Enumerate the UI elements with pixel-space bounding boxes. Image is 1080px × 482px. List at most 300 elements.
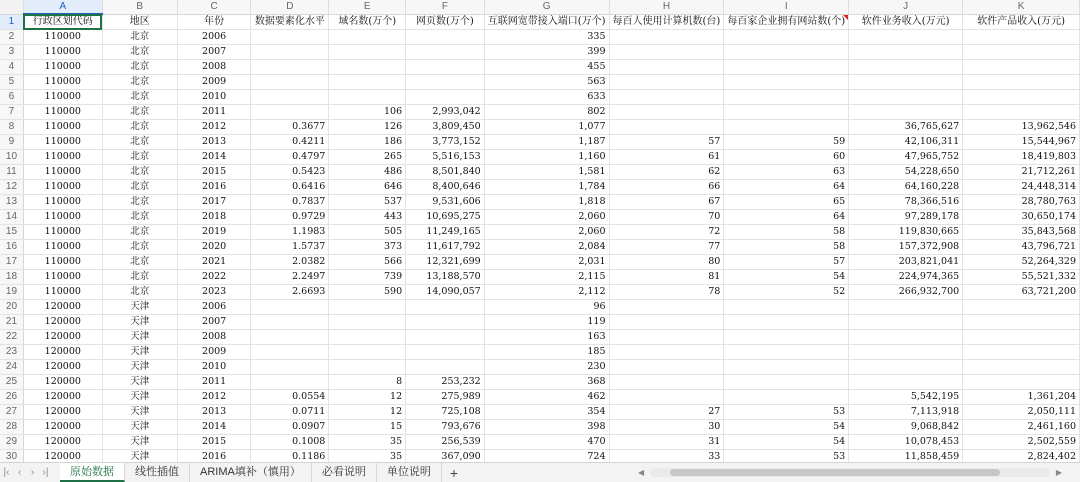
table-cell[interactable] — [251, 60, 329, 75]
table-cell[interactable]: 13,188,570 — [406, 270, 485, 285]
table-cell[interactable] — [609, 105, 724, 120]
table-cell[interactable] — [963, 345, 1080, 360]
table-cell[interactable]: 5,516,153 — [406, 150, 485, 165]
table-cell[interactable]: 0.1186 — [251, 450, 329, 463]
table-cell[interactable]: 55,521,332 — [963, 270, 1080, 285]
table-cell[interactable] — [329, 300, 406, 315]
prev-sheet-button[interactable]: ‹ — [17, 467, 22, 478]
table-cell[interactable]: 0.4797 — [251, 150, 329, 165]
table-cell[interactable]: 462 — [484, 390, 609, 405]
table-cell[interactable]: 15 — [329, 420, 406, 435]
table-cell[interactable]: 3,809,450 — [406, 120, 485, 135]
table-cell[interactable]: 2014 — [177, 420, 251, 435]
table-cell[interactable] — [849, 375, 963, 390]
table-cell[interactable]: 2016 — [177, 450, 251, 463]
table-cell[interactable]: 2,084 — [484, 240, 609, 255]
header-cell-admin-code[interactable]: 行政区划代码 — [23, 14, 102, 30]
table-cell[interactable] — [609, 75, 724, 90]
table-cell[interactable] — [406, 30, 485, 45]
table-cell[interactable]: 8,400,646 — [406, 180, 485, 195]
table-cell[interactable]: 天津 — [102, 360, 177, 375]
table-cell[interactable]: 18,419,803 — [963, 150, 1080, 165]
table-cell[interactable]: 北京 — [102, 270, 177, 285]
table-cell[interactable]: 163 — [484, 330, 609, 345]
table-cell[interactable]: 2008 — [177, 330, 251, 345]
table-cell[interactable]: 2012 — [177, 120, 251, 135]
table-cell[interactable]: 13,962,546 — [963, 120, 1080, 135]
table-cell[interactable]: 470 — [484, 435, 609, 450]
table-cell[interactable] — [724, 105, 849, 120]
table-cell[interactable]: 157,372,908 — [849, 240, 963, 255]
table-cell[interactable]: 63,721,200 — [963, 285, 1080, 300]
table-cell[interactable]: 60 — [724, 150, 849, 165]
table-cell[interactable]: 120000 — [23, 375, 102, 390]
table-cell[interactable] — [609, 315, 724, 330]
table-cell[interactable]: 2009 — [177, 75, 251, 90]
table-cell[interactable]: 72 — [609, 225, 724, 240]
row-header[interactable]: 16 — [0, 240, 23, 255]
table-cell[interactable]: 70 — [609, 210, 724, 225]
table-cell[interactable]: 2,461,160 — [963, 420, 1080, 435]
table-cell[interactable]: 0.0711 — [251, 405, 329, 420]
table-cell[interactable]: 81 — [609, 270, 724, 285]
table-cell[interactable] — [609, 120, 724, 135]
row-header[interactable]: 9 — [0, 135, 23, 150]
table-cell[interactable]: 53 — [724, 450, 849, 463]
table-cell[interactable] — [849, 315, 963, 330]
table-cell[interactable] — [724, 45, 849, 60]
table-cell[interactable]: 35,843,568 — [963, 225, 1080, 240]
column-header-i[interactable]: I — [724, 0, 849, 14]
table-cell[interactable]: 北京 — [102, 240, 177, 255]
table-cell[interactable]: 36,765,627 — [849, 120, 963, 135]
table-cell[interactable]: 110000 — [23, 150, 102, 165]
table-cell[interactable]: 0.0907 — [251, 420, 329, 435]
header-cell-domains[interactable]: 域名数(万个) — [329, 14, 406, 30]
table-cell[interactable]: 185 — [484, 345, 609, 360]
table-cell[interactable] — [251, 45, 329, 60]
table-cell[interactable]: 北京 — [102, 225, 177, 240]
table-cell[interactable] — [406, 315, 485, 330]
table-cell[interactable]: 1,784 — [484, 180, 609, 195]
column-header-b[interactable]: B — [102, 0, 177, 14]
table-cell[interactable]: 2010 — [177, 360, 251, 375]
table-cell[interactable] — [609, 360, 724, 375]
row-header[interactable]: 2 — [0, 30, 23, 45]
tab-arima-fill[interactable]: ARIMA填补（慎用） — [190, 463, 312, 482]
table-cell[interactable] — [251, 330, 329, 345]
table-cell[interactable] — [724, 345, 849, 360]
table-cell[interactable]: 31 — [609, 435, 724, 450]
table-cell[interactable] — [849, 60, 963, 75]
table-cell[interactable]: 北京 — [102, 90, 177, 105]
table-cell[interactable] — [609, 45, 724, 60]
header-cell-software-product-revenue[interactable]: 软件产品收入(万元) — [963, 14, 1080, 30]
table-cell[interactable] — [609, 375, 724, 390]
row-header[interactable]: 11 — [0, 165, 23, 180]
table-cell[interactable]: 590 — [329, 285, 406, 300]
last-sheet-button[interactable]: ›| — [42, 467, 49, 478]
header-cell-websites-per-100[interactable]: 每百家企业拥有网站数(个) — [724, 14, 849, 30]
table-cell[interactable]: 12 — [329, 405, 406, 420]
row-header[interactable]: 25 — [0, 375, 23, 390]
table-cell[interactable]: 2021 — [177, 255, 251, 270]
table-cell[interactable]: 2,115 — [484, 270, 609, 285]
table-cell[interactable] — [849, 45, 963, 60]
table-cell[interactable]: 1,581 — [484, 165, 609, 180]
column-header-j[interactable]: J — [849, 0, 963, 14]
table-cell[interactable]: 455 — [484, 60, 609, 75]
table-cell[interactable]: 120000 — [23, 420, 102, 435]
header-cell-broadband-ports[interactable]: 互联网宽带接入端口(万个) — [484, 14, 609, 30]
table-cell[interactable]: 120000 — [23, 330, 102, 345]
table-cell[interactable]: 天津 — [102, 450, 177, 463]
table-cell[interactable]: 802 — [484, 105, 609, 120]
table-cell[interactable]: 2007 — [177, 315, 251, 330]
table-cell[interactable] — [251, 360, 329, 375]
table-cell[interactable]: 2,060 — [484, 210, 609, 225]
table-cell[interactable]: 0.0554 — [251, 390, 329, 405]
table-cell[interactable]: 47,965,752 — [849, 150, 963, 165]
row-header[interactable]: 17 — [0, 255, 23, 270]
table-cell[interactable]: 399 — [484, 45, 609, 60]
table-cell[interactable]: 97,289,178 — [849, 210, 963, 225]
table-cell[interactable]: 天津 — [102, 390, 177, 405]
table-cell[interactable] — [849, 330, 963, 345]
table-cell[interactable]: 186 — [329, 135, 406, 150]
table-cell[interactable]: 28,780,763 — [963, 195, 1080, 210]
table-cell[interactable]: 2.0382 — [251, 255, 329, 270]
table-cell[interactable]: 0.3677 — [251, 120, 329, 135]
table-cell[interactable]: 10,078,453 — [849, 435, 963, 450]
table-cell[interactable]: 110000 — [23, 105, 102, 120]
row-header-1[interactable]: 1 — [0, 14, 23, 30]
table-cell[interactable]: 35 — [329, 435, 406, 450]
table-cell[interactable] — [251, 375, 329, 390]
column-header-c[interactable]: C — [177, 0, 251, 14]
table-cell[interactable]: 120000 — [23, 315, 102, 330]
table-cell[interactable]: 北京 — [102, 45, 177, 60]
table-cell[interactable]: 110000 — [23, 75, 102, 90]
table-cell[interactable]: 14,090,057 — [406, 285, 485, 300]
table-cell[interactable]: 11,858,459 — [849, 450, 963, 463]
table-cell[interactable]: 110000 — [23, 60, 102, 75]
table-cell[interactable]: 北京 — [102, 210, 177, 225]
table-cell[interactable]: 天津 — [102, 300, 177, 315]
table-cell[interactable]: 275,989 — [406, 390, 485, 405]
table-cell[interactable]: 北京 — [102, 60, 177, 75]
table-cell[interactable]: 2016 — [177, 180, 251, 195]
horizontal-scrollbar[interactable] — [638, 468, 1062, 477]
table-cell[interactable]: 8 — [329, 375, 406, 390]
table-cell[interactable] — [329, 60, 406, 75]
table-cell[interactable]: 天津 — [102, 345, 177, 360]
table-cell[interactable] — [849, 360, 963, 375]
table-cell[interactable] — [251, 300, 329, 315]
table-cell[interactable]: 793,676 — [406, 420, 485, 435]
table-cell[interactable]: 1,361,204 — [963, 390, 1080, 405]
table-cell[interactable]: 2006 — [177, 300, 251, 315]
table-cell[interactable]: 33 — [609, 450, 724, 463]
table-cell[interactable]: 2013 — [177, 405, 251, 420]
table-cell[interactable]: 1.1983 — [251, 225, 329, 240]
table-cell[interactable]: 30,650,174 — [963, 210, 1080, 225]
table-cell[interactable]: 2009 — [177, 345, 251, 360]
table-cell[interactable]: 57 — [724, 255, 849, 270]
table-cell[interactable]: 3,773,152 — [406, 135, 485, 150]
table-cell[interactable]: 2015 — [177, 435, 251, 450]
table-cell[interactable]: 120000 — [23, 405, 102, 420]
table-cell[interactable] — [251, 75, 329, 90]
table-cell[interactable]: 0.4211 — [251, 135, 329, 150]
table-cell[interactable]: 9,531,606 — [406, 195, 485, 210]
table-cell[interactable]: 110000 — [23, 270, 102, 285]
select-all-corner[interactable] — [0, 0, 23, 14]
table-cell[interactable] — [609, 30, 724, 45]
table-cell[interactable]: 2015 — [177, 165, 251, 180]
table-cell[interactable]: 12,321,699 — [406, 255, 485, 270]
table-cell[interactable] — [963, 315, 1080, 330]
tab-linear-interpolation[interactable]: 线性插值 — [125, 463, 190, 482]
table-cell[interactable]: 335 — [484, 30, 609, 45]
table-cell[interactable]: 64,160,228 — [849, 180, 963, 195]
table-cell[interactable] — [406, 45, 485, 60]
table-cell[interactable]: 110000 — [23, 210, 102, 225]
column-header-a[interactable]: A — [23, 0, 102, 14]
table-cell[interactable] — [963, 30, 1080, 45]
table-cell[interactable]: 126 — [329, 120, 406, 135]
table-cell[interactable]: 110000 — [23, 45, 102, 60]
table-cell[interactable] — [406, 345, 485, 360]
table-cell[interactable] — [849, 75, 963, 90]
column-header-g[interactable]: G — [484, 0, 609, 14]
table-cell[interactable]: 120000 — [23, 450, 102, 463]
table-cell[interactable] — [406, 90, 485, 105]
table-cell[interactable]: 北京 — [102, 135, 177, 150]
table-cell[interactable]: 67 — [609, 195, 724, 210]
table-cell[interactable]: 230 — [484, 360, 609, 375]
table-cell[interactable] — [406, 60, 485, 75]
table-cell[interactable] — [251, 345, 329, 360]
row-header[interactable]: 28 — [0, 420, 23, 435]
column-header-f[interactable]: F — [406, 0, 485, 14]
table-cell[interactable]: 北京 — [102, 195, 177, 210]
table-cell[interactable] — [329, 75, 406, 90]
table-cell[interactable]: 2011 — [177, 375, 251, 390]
header-cell-data-level[interactable]: 数据要素化水平 — [251, 14, 329, 30]
table-cell[interactable] — [724, 375, 849, 390]
table-cell[interactable] — [724, 90, 849, 105]
table-cell[interactable]: 天津 — [102, 405, 177, 420]
table-cell[interactable]: 1,160 — [484, 150, 609, 165]
table-cell[interactable]: 110000 — [23, 225, 102, 240]
header-cell-region[interactable]: 地区 — [102, 14, 177, 30]
table-cell[interactable]: 8,501,840 — [406, 165, 485, 180]
table-cell[interactable] — [963, 60, 1080, 75]
row-header[interactable]: 13 — [0, 195, 23, 210]
table-cell[interactable]: 2008 — [177, 60, 251, 75]
table-cell[interactable]: 35 — [329, 450, 406, 463]
table-cell[interactable]: 2,050,111 — [963, 405, 1080, 420]
table-cell[interactable] — [329, 315, 406, 330]
table-cell[interactable]: 0.5423 — [251, 165, 329, 180]
table-cell[interactable]: 54 — [724, 435, 849, 450]
table-cell[interactable]: 724 — [484, 450, 609, 463]
table-cell[interactable]: 373 — [329, 240, 406, 255]
row-header[interactable]: 6 — [0, 90, 23, 105]
row-header[interactable]: 5 — [0, 75, 23, 90]
column-header-k[interactable]: K — [963, 0, 1080, 14]
table-cell[interactable] — [724, 120, 849, 135]
table-cell[interactable]: 2,031 — [484, 255, 609, 270]
tab-must-read[interactable]: 必看说明 — [312, 463, 377, 482]
header-cell-year[interactable]: 年份 — [177, 14, 251, 30]
table-cell[interactable]: 265 — [329, 150, 406, 165]
table-cell[interactable]: 110000 — [23, 165, 102, 180]
table-cell[interactable] — [849, 30, 963, 45]
table-cell[interactable]: 11,249,165 — [406, 225, 485, 240]
table-cell[interactable]: 53 — [724, 405, 849, 420]
table-cell[interactable]: 52,264,329 — [963, 255, 1080, 270]
table-cell[interactable] — [406, 330, 485, 345]
table-cell[interactable]: 5,542,195 — [849, 390, 963, 405]
tab-raw-data[interactable]: 原始数据 — [60, 463, 125, 482]
row-header[interactable]: 3 — [0, 45, 23, 60]
table-cell[interactable]: 2006 — [177, 30, 251, 45]
table-cell[interactable]: 北京 — [102, 165, 177, 180]
table-cell[interactable]: 78,366,516 — [849, 195, 963, 210]
row-header[interactable]: 18 — [0, 270, 23, 285]
table-cell[interactable]: 2007 — [177, 45, 251, 60]
table-cell[interactable] — [329, 30, 406, 45]
table-cell[interactable]: 110000 — [23, 90, 102, 105]
table-cell[interactable]: 21,712,261 — [963, 165, 1080, 180]
table-cell[interactable]: 120000 — [23, 345, 102, 360]
row-header[interactable]: 12 — [0, 180, 23, 195]
column-header-h[interactable]: H — [609, 0, 724, 14]
table-cell[interactable]: 1.5737 — [251, 240, 329, 255]
table-cell[interactable]: 43,796,721 — [963, 240, 1080, 255]
table-cell[interactable]: 58 — [724, 225, 849, 240]
table-cell[interactable]: 633 — [484, 90, 609, 105]
table-cell[interactable] — [849, 105, 963, 120]
table-cell[interactable]: 北京 — [102, 75, 177, 90]
row-header[interactable]: 4 — [0, 60, 23, 75]
row-header[interactable]: 19 — [0, 285, 23, 300]
first-sheet-button[interactable]: |‹ — [3, 467, 10, 478]
table-cell[interactable]: 354 — [484, 405, 609, 420]
table-cell[interactable]: 9,068,842 — [849, 420, 963, 435]
table-cell[interactable]: 367,090 — [406, 450, 485, 463]
table-cell[interactable] — [963, 360, 1080, 375]
table-cell[interactable] — [963, 330, 1080, 345]
table-cell[interactable] — [329, 90, 406, 105]
table-cell[interactable]: 2.6693 — [251, 285, 329, 300]
tab-unit-notes[interactable]: 单位说明 — [377, 463, 442, 482]
table-cell[interactable]: 11,617,792 — [406, 240, 485, 255]
table-cell[interactable]: 725,108 — [406, 405, 485, 420]
table-cell[interactable]: 64 — [724, 210, 849, 225]
table-cell[interactable]: 24,448,314 — [963, 180, 1080, 195]
table-cell[interactable] — [406, 300, 485, 315]
table-cell[interactable] — [329, 330, 406, 345]
table-cell[interactable]: 66 — [609, 180, 724, 195]
table-cell[interactable]: 2010 — [177, 90, 251, 105]
table-cell[interactable]: 2020 — [177, 240, 251, 255]
table-cell[interactable] — [724, 360, 849, 375]
table-cell[interactable]: 天津 — [102, 330, 177, 345]
table-cell[interactable]: 27 — [609, 405, 724, 420]
table-cell[interactable]: 120000 — [23, 435, 102, 450]
table-cell[interactable]: 120000 — [23, 360, 102, 375]
table-cell[interactable] — [724, 75, 849, 90]
row-header[interactable]: 14 — [0, 210, 23, 225]
row-header[interactable]: 26 — [0, 390, 23, 405]
table-cell[interactable]: 2013 — [177, 135, 251, 150]
table-cell[interactable]: 398 — [484, 420, 609, 435]
table-cell[interactable]: 80 — [609, 255, 724, 270]
table-cell[interactable]: 2,502,559 — [963, 435, 1080, 450]
table-cell[interactable]: 65 — [724, 195, 849, 210]
table-cell[interactable]: 253,232 — [406, 375, 485, 390]
table-cell[interactable]: 368 — [484, 375, 609, 390]
table-cell[interactable]: 1,077 — [484, 120, 609, 135]
table-cell[interactable] — [251, 105, 329, 120]
table-cell[interactable]: 2014 — [177, 150, 251, 165]
table-cell[interactable]: 0.7837 — [251, 195, 329, 210]
table-cell[interactable]: 537 — [329, 195, 406, 210]
add-sheet-button[interactable]: + — [449, 464, 459, 481]
table-cell[interactable]: 54 — [724, 420, 849, 435]
table-cell[interactable]: 天津 — [102, 315, 177, 330]
row-header[interactable]: 10 — [0, 150, 23, 165]
table-cell[interactable]: 110000 — [23, 195, 102, 210]
table-cell[interactable]: 2.2497 — [251, 270, 329, 285]
table-cell[interactable] — [849, 300, 963, 315]
table-cell[interactable]: 15,544,967 — [963, 135, 1080, 150]
table-cell[interactable]: 119,830,665 — [849, 225, 963, 240]
table-cell[interactable]: 2017 — [177, 195, 251, 210]
row-header[interactable]: 7 — [0, 105, 23, 120]
table-cell[interactable]: 2,824,402 — [963, 450, 1080, 463]
table-cell[interactable]: 486 — [329, 165, 406, 180]
table-cell[interactable]: 52 — [724, 285, 849, 300]
table-cell[interactable] — [609, 90, 724, 105]
row-header[interactable]: 29 — [0, 435, 23, 450]
row-header[interactable]: 20 — [0, 300, 23, 315]
table-cell[interactable]: 224,974,365 — [849, 270, 963, 285]
table-cell[interactable]: 505 — [329, 225, 406, 240]
table-cell[interactable]: 北京 — [102, 120, 177, 135]
table-cell[interactable]: 110000 — [23, 285, 102, 300]
table-cell[interactable]: 646 — [329, 180, 406, 195]
table-cell[interactable] — [724, 390, 849, 405]
table-cell[interactable]: 203,821,041 — [849, 255, 963, 270]
table-cell[interactable]: 110000 — [23, 255, 102, 270]
table-cell[interactable]: 64 — [724, 180, 849, 195]
table-cell[interactable]: 739 — [329, 270, 406, 285]
table-cell[interactable]: 天津 — [102, 375, 177, 390]
table-cell[interactable]: 北京 — [102, 180, 177, 195]
table-cell[interactable]: 北京 — [102, 150, 177, 165]
table-cell[interactable]: 2,060 — [484, 225, 609, 240]
table-cell[interactable]: 2011 — [177, 105, 251, 120]
table-cell[interactable]: 266,932,700 — [849, 285, 963, 300]
row-header[interactable]: 24 — [0, 360, 23, 375]
scroll-right-icon[interactable]: ▶ — [1055, 468, 1062, 477]
table-cell[interactable]: 30 — [609, 420, 724, 435]
table-cell[interactable]: 563 — [484, 75, 609, 90]
